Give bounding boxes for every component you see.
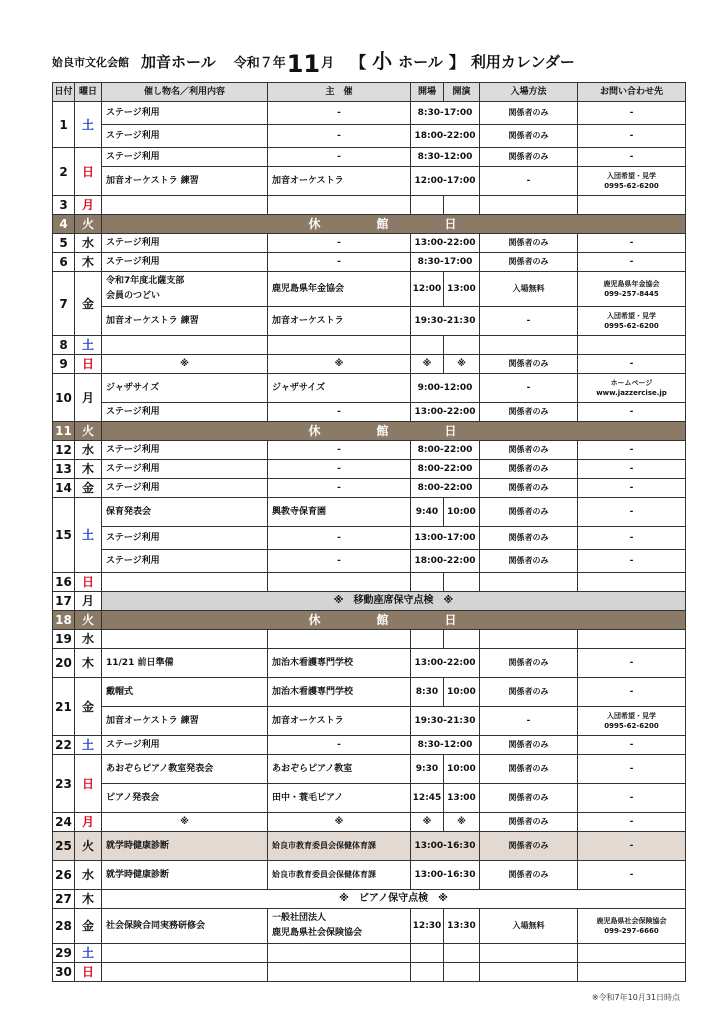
organizer: - (268, 253, 411, 272)
time-range: 8:00-22:00 (411, 441, 480, 460)
organizer: 加治木看護専門学校 (268, 678, 411, 707)
organizer: - (268, 148, 411, 167)
contact: - (578, 736, 686, 755)
table-row (53, 479, 686, 498)
weekday: 日 (75, 355, 102, 374)
table-row (53, 784, 686, 813)
weekday: 水 (75, 441, 102, 460)
table-row (53, 736, 686, 755)
day-number: 14 (53, 479, 75, 498)
start-time: 10:00 (444, 755, 480, 784)
admission: 関係者のみ (480, 832, 578, 861)
organizer: - (268, 234, 411, 253)
start-time: 13:30 (444, 909, 480, 944)
event-name: ジャザサイズ (102, 374, 268, 403)
event-name: ピアノ発表会 (102, 784, 268, 813)
table-row (53, 630, 686, 649)
admission: - (480, 707, 578, 736)
day-number: 7 (53, 272, 75, 336)
weekday: 月 (75, 813, 102, 832)
contact: - (578, 479, 686, 498)
weekday: 金 (75, 909, 102, 944)
maintenance-row (53, 890, 686, 909)
event-name: 加音オーケストラ 練習 (102, 707, 268, 736)
col-start: 開演 (444, 83, 480, 102)
weekday: 土 (75, 102, 102, 148)
usage-calendar-table (52, 82, 686, 982)
contact-line: 0995-62-6200 (604, 722, 659, 730)
col-date: 日付 (53, 83, 75, 102)
admission: 関係者のみ (480, 479, 578, 498)
start-time: ※ (444, 355, 480, 374)
time-range: 19:30-21:30 (411, 307, 480, 336)
weekday: 木 (75, 460, 102, 479)
day-number: 19 (53, 630, 75, 649)
contact-line: ホームページ (610, 379, 653, 387)
weekday: 木 (75, 649, 102, 678)
organizer: - (268, 527, 411, 550)
closed-label: 休 館 日 (102, 215, 686, 234)
event-name: ステージ利用 (102, 479, 268, 498)
day-number: 12 (53, 441, 75, 460)
small-label: 小 (372, 49, 393, 73)
closed-label: 休 館 日 (102, 611, 686, 630)
open-time: 9:30 (411, 755, 444, 784)
time-range: 19:30-21:30 (411, 707, 480, 736)
time-range: 8:30-12:00 (411, 736, 480, 755)
time-range: 8:30-17:00 (411, 253, 480, 272)
table-row (53, 755, 686, 784)
weekday: 火 (75, 422, 102, 441)
contact: - (578, 355, 686, 374)
organizer-line: 一般社団法人 (272, 913, 327, 923)
table-row (53, 832, 686, 861)
event-name: ステージ利用 (102, 403, 268, 422)
organizer: 興教寺保育園 (268, 498, 411, 527)
table-row (53, 307, 686, 336)
organizer: - (268, 125, 411, 148)
event-name: 加音オーケストラ 練習 (102, 307, 268, 336)
time-range: 13:00-22:00 (411, 234, 480, 253)
table-row (53, 272, 686, 307)
start-time: 10:00 (444, 498, 480, 527)
table-row (53, 498, 686, 527)
day-number: 11 (53, 422, 75, 441)
day-number: 24 (53, 813, 75, 832)
organizer: 加音オーケストラ (268, 307, 411, 336)
event-name: ※ (102, 813, 268, 832)
day-number: 6 (53, 253, 75, 272)
col-event: 催し物名／利用内容 (102, 83, 268, 102)
time-range: 8:00-22:00 (411, 460, 480, 479)
day-number: 5 (53, 234, 75, 253)
day-number: 30 (53, 963, 75, 982)
admission: 関係者のみ (480, 736, 578, 755)
organizer: あおぞらピアノ教室 (268, 755, 411, 784)
event-name: ※ (102, 355, 268, 374)
contact: - (578, 755, 686, 784)
event-name: ステージ利用 (102, 527, 268, 550)
table-row (53, 125, 686, 148)
organizer: - (268, 441, 411, 460)
hall-name: 加音ホール (141, 53, 216, 71)
organizer: ※ (268, 813, 411, 832)
organizer: 田中・蓑毛ピアノ (268, 784, 411, 813)
maintenance-row (53, 592, 686, 611)
table-row (53, 196, 686, 215)
weekday: 金 (75, 272, 102, 336)
organizer: 加音オーケストラ (268, 707, 411, 736)
bracket-left: 【 (350, 53, 367, 72)
admission: - (480, 167, 578, 196)
weekday: 水 (75, 861, 102, 890)
contact: - (578, 550, 686, 573)
closed-day-row (53, 611, 686, 630)
weekday: 土 (75, 498, 102, 573)
contact (578, 374, 686, 403)
contact-line: 鹿児島県社会保険協会 (596, 917, 667, 925)
table-row (53, 909, 686, 944)
table-row (53, 148, 686, 167)
day-number: 29 (53, 944, 75, 963)
table-row (53, 167, 686, 196)
table-row (53, 527, 686, 550)
table-row (53, 336, 686, 355)
day-number: 28 (53, 909, 75, 944)
event-name: ステージ利用 (102, 460, 268, 479)
contact-line: 入団希望・見学 (607, 712, 656, 720)
day-number: 10 (53, 374, 75, 422)
table-row (53, 460, 686, 479)
admission: 関係者のみ (480, 148, 578, 167)
month-number: 11 (286, 50, 321, 78)
table-row (53, 861, 686, 890)
time-range: 13:00-22:00 (411, 649, 480, 678)
time-range: 13:00-16:30 (411, 861, 480, 890)
day-number: 25 (53, 832, 75, 861)
admission: 関係者のみ (480, 102, 578, 125)
admission: 関係者のみ (480, 755, 578, 784)
admission: 関係者のみ (480, 813, 578, 832)
table-row (53, 678, 686, 707)
col-admission: 入場方法 (480, 83, 578, 102)
organizer: 加治木看護専門学校 (268, 649, 411, 678)
time-range: 9:00-12:00 (411, 374, 480, 403)
admission: 関係者のみ (480, 234, 578, 253)
closed-day-row (53, 422, 686, 441)
organizer: - (268, 102, 411, 125)
day-number: 8 (53, 336, 75, 355)
admission: 関係者のみ (480, 125, 578, 148)
start-time: 13:00 (444, 784, 480, 813)
contact (578, 272, 686, 307)
closed-day-row (53, 215, 686, 234)
day-number: 22 (53, 736, 75, 755)
table-row (53, 550, 686, 573)
day-number: 1 (53, 102, 75, 148)
contact: - (578, 403, 686, 422)
contact: - (578, 125, 686, 148)
organizer: ※ (268, 355, 411, 374)
weekday: 水 (75, 630, 102, 649)
contact-line: 099-257-8445 (604, 290, 659, 298)
calendar-header (52, 36, 692, 76)
open-time: 12:00 (411, 272, 444, 307)
table-row (53, 441, 686, 460)
contact-line: 0995-62-6200 (604, 182, 659, 190)
organizer: - (268, 403, 411, 422)
open-time: 8:30 (411, 678, 444, 707)
weekday: 月 (75, 196, 102, 215)
day-number: 20 (53, 649, 75, 678)
event-name: ステージ利用 (102, 253, 268, 272)
contact: - (578, 102, 686, 125)
table-row (53, 573, 686, 592)
weekday: 火 (75, 215, 102, 234)
table-row (53, 374, 686, 403)
time-range: 8:30-12:00 (411, 148, 480, 167)
time-range: 8:00-22:00 (411, 479, 480, 498)
admission: 入場無料 (480, 272, 578, 307)
open-time: 12:30 (411, 909, 444, 944)
contact-line: 鹿児島県年金協会 (603, 280, 660, 288)
weekday: 月 (75, 374, 102, 422)
contact: - (578, 678, 686, 707)
contact: - (578, 498, 686, 527)
organizer: - (268, 460, 411, 479)
day-number: 26 (53, 861, 75, 890)
event-name: ステージ利用 (102, 441, 268, 460)
admission: 関係者のみ (480, 460, 578, 479)
open-time: 9:40 (411, 498, 444, 527)
contact: - (578, 784, 686, 813)
admission: - (480, 374, 578, 403)
column-header-row (53, 83, 686, 102)
table-row (53, 649, 686, 678)
contact (578, 707, 686, 736)
org-name: 姶良市文化会館 (52, 56, 129, 69)
day-number: 2 (53, 148, 75, 196)
admission: - (480, 307, 578, 336)
contact (578, 909, 686, 944)
day-number: 17 (53, 592, 75, 611)
event-name (102, 272, 268, 307)
day-number: 15 (53, 498, 75, 573)
organizer: ジャザサイズ (268, 374, 411, 403)
hall-word: ホール (398, 53, 443, 71)
maintenance-label: ※ ピアノ保守点検 ※ (102, 890, 686, 909)
contact-line: 入団希望・見学 (607, 172, 656, 180)
admission: 関係者のみ (480, 527, 578, 550)
organizer (268, 909, 411, 944)
admission: 関係者のみ (480, 861, 578, 890)
start-time: ※ (444, 813, 480, 832)
contact: - (578, 234, 686, 253)
table-row (53, 102, 686, 125)
open-time: ※ (411, 813, 444, 832)
calendar-title: 利用カレンダー (470, 53, 575, 71)
contact (578, 167, 686, 196)
table-row (53, 963, 686, 982)
contact: - (578, 460, 686, 479)
event-line: 会員のつどい (106, 291, 161, 301)
time-range: 8:30-17:00 (411, 102, 480, 125)
weekday: 火 (75, 611, 102, 630)
organizer: - (268, 479, 411, 498)
contact: - (578, 832, 686, 861)
weekday: 日 (75, 755, 102, 813)
contact: - (578, 441, 686, 460)
contact-line: 0995-62-6200 (604, 322, 659, 330)
organizer: 姶良市教育委員会保健体育課 (268, 861, 411, 890)
contact: - (578, 649, 686, 678)
weekday: 金 (75, 678, 102, 736)
table-row (53, 403, 686, 422)
admission: 関係者のみ (480, 649, 578, 678)
day-number: 3 (53, 196, 75, 215)
weekday: 金 (75, 479, 102, 498)
time-range: 18:00-22:00 (411, 125, 480, 148)
col-organizer: 主 催 (268, 83, 411, 102)
contact-line: 099-297-6660 (604, 927, 659, 935)
time-range: 13:00-17:00 (411, 527, 480, 550)
contact-line: 入団希望・見学 (607, 312, 656, 320)
admission: 関係者のみ (480, 678, 578, 707)
weekday: 月 (75, 592, 102, 611)
organizer: - (268, 736, 411, 755)
contact-line: www.jazzercise.jp (596, 389, 667, 397)
closed-label: 休 館 日 (102, 422, 686, 441)
contact (578, 307, 686, 336)
table-row (53, 234, 686, 253)
admission: 関係者のみ (480, 784, 578, 813)
event-name: 社会保険合同実務研修会 (102, 909, 268, 944)
event-name: 戴帽式 (102, 678, 268, 707)
day-number: 23 (53, 755, 75, 813)
table-row (53, 355, 686, 374)
admission: 関係者のみ (480, 441, 578, 460)
weekday: 水 (75, 234, 102, 253)
bracket-right: 】 (448, 53, 465, 72)
table-row (53, 944, 686, 963)
weekday: 木 (75, 890, 102, 909)
weekday: 日 (75, 148, 102, 196)
admission: 関係者のみ (480, 355, 578, 374)
month-suffix: 月 (321, 56, 335, 71)
table-row (53, 253, 686, 272)
contact: - (578, 527, 686, 550)
contact: - (578, 253, 686, 272)
admission: 関係者のみ (480, 253, 578, 272)
admission: 関係者のみ (480, 550, 578, 573)
time-range: 12:00-17:00 (411, 167, 480, 196)
time-range: 13:00-22:00 (411, 403, 480, 422)
event-name: ステージ利用 (102, 125, 268, 148)
weekday: 木 (75, 253, 102, 272)
event-name: 加音オーケストラ 練習 (102, 167, 268, 196)
event-line: 令和7年度北薩支部 (106, 276, 185, 286)
open-time: 12:45 (411, 784, 444, 813)
start-time: 13:00 (444, 272, 480, 307)
event-name: 11/21 前日準備 (102, 649, 268, 678)
contact: - (578, 861, 686, 890)
contact: - (578, 813, 686, 832)
event-name: あおぞらピアノ教室発表会 (102, 755, 268, 784)
weekday: 土 (75, 336, 102, 355)
event-name: ステージ利用 (102, 234, 268, 253)
table-row (53, 813, 686, 832)
day-number: 16 (53, 573, 75, 592)
organizer: 加音オーケストラ (268, 167, 411, 196)
event-name: ステージ利用 (102, 550, 268, 573)
time-range: 13:00-16:30 (411, 832, 480, 861)
day-number: 4 (53, 215, 75, 234)
event-name: 就学時健康診断 (102, 832, 268, 861)
event-name: 保育発表会 (102, 498, 268, 527)
weekday: 日 (75, 963, 102, 982)
maintenance-label: ※ 移動座席保守点検 ※ (102, 592, 686, 611)
organizer: - (268, 550, 411, 573)
time-range: 18:00-22:00 (411, 550, 480, 573)
organizer-line: 鹿児島県社会保険協会 (272, 928, 363, 938)
event-name: ステージ利用 (102, 102, 268, 125)
event-name: 就学時健康診断 (102, 861, 268, 890)
as-of-footnote: ※令和7年10月31日時点 (591, 993, 680, 1002)
col-weekday: 曜日 (75, 83, 102, 102)
weekday: 火 (75, 832, 102, 861)
col-contact: お問い合わせ先 (578, 83, 686, 102)
day-number: 13 (53, 460, 75, 479)
era-label: 令和７年 (233, 56, 286, 71)
day-number: 21 (53, 678, 75, 736)
admission: 関係者のみ (480, 403, 578, 422)
admission: 関係者のみ (480, 498, 578, 527)
open-time: ※ (411, 355, 444, 374)
weekday: 日 (75, 573, 102, 592)
day-number: 27 (53, 890, 75, 909)
event-name: ステージ利用 (102, 736, 268, 755)
weekday: 土 (75, 736, 102, 755)
event-name: ステージ利用 (102, 148, 268, 167)
col-open: 開場 (411, 83, 444, 102)
contact: - (578, 148, 686, 167)
organizer: 鹿児島県年金協会 (268, 272, 411, 307)
day-number: 18 (53, 611, 75, 630)
day-number: 9 (53, 355, 75, 374)
start-time: 10:00 (444, 678, 480, 707)
organizer: 姶良市教育委員会保健体育課 (268, 832, 411, 861)
weekday: 土 (75, 944, 102, 963)
admission: 入場無料 (480, 909, 578, 944)
table-row (53, 707, 686, 736)
